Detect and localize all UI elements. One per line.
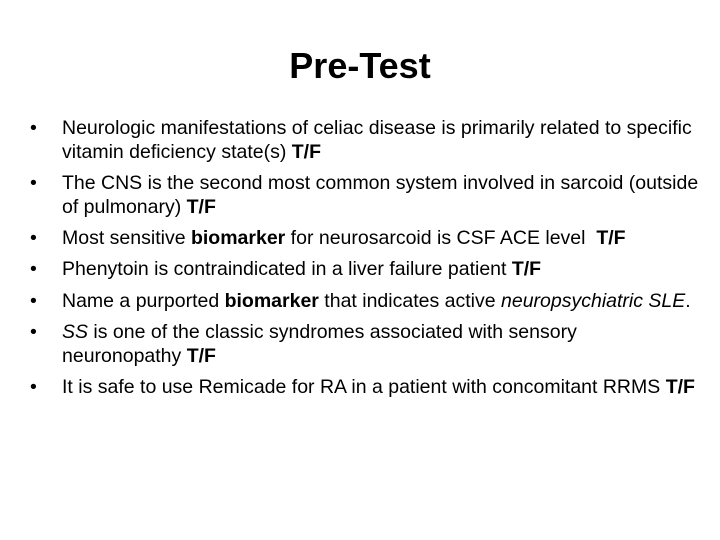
text-segment: . (685, 289, 691, 312)
list-item (30, 321, 700, 369)
list-item (30, 227, 700, 251)
true-false-label: T/F (291, 140, 321, 163)
text-segment: The CNS is the second most common system involved in sarcoid (outside of pulmonary) (62, 172, 699, 218)
item-text (62, 172, 698, 218)
bullet-icon: • (30, 258, 37, 281)
text-segment: Phenytoin is contraindicated in a liver failure patient (62, 258, 512, 281)
bullet-icon: • (30, 172, 37, 195)
bold-term: biomarker (224, 289, 319, 312)
true-false-label: T/F (186, 344, 216, 367)
true-false-label: T/F (665, 376, 695, 399)
item-text (62, 117, 692, 163)
italic-term: SS (62, 321, 89, 344)
bullet-icon: • (30, 321, 37, 344)
list-item (30, 172, 700, 220)
bullet-icon: • (30, 376, 37, 399)
text-segment: Neurologic manifestations of celiac disease is primarily related to specific vitamin deficiency state(s) (62, 117, 692, 163)
bullet-icon: • (30, 289, 37, 312)
list-item (30, 117, 700, 165)
item-text (62, 321, 577, 367)
item-text (62, 376, 695, 398)
true-false-label: T/F (186, 195, 216, 218)
item-text (62, 290, 691, 312)
bold-term: biomarker (190, 227, 286, 250)
item-text (62, 258, 541, 280)
list-item (30, 258, 700, 282)
slide-title: Pre-Test (289, 45, 431, 86)
bullet-icon: • (30, 227, 37, 250)
text-segment: is one of the classic syndromes associated with sensory neuronopathy (62, 321, 577, 367)
text-segment: It is safe to use Remicade for RA in a patient with concomitant RRMS (62, 376, 666, 399)
list-item (30, 290, 700, 314)
bullet-list (30, 117, 700, 407)
italic-term: neuropsychiatric SLE (501, 289, 686, 312)
list-item (30, 376, 700, 400)
bullet-icon: • (30, 117, 37, 139)
true-false-label: T/F (596, 227, 626, 250)
text-segment: for neurosarcoid is CSF ACE level (285, 227, 597, 250)
true-false-label: T/F (511, 258, 542, 281)
text-segment: Most sensitive (62, 227, 191, 250)
text-segment: that indicates active (318, 289, 501, 312)
item-text (62, 227, 626, 249)
text-segment: Name a purported (62, 289, 225, 312)
